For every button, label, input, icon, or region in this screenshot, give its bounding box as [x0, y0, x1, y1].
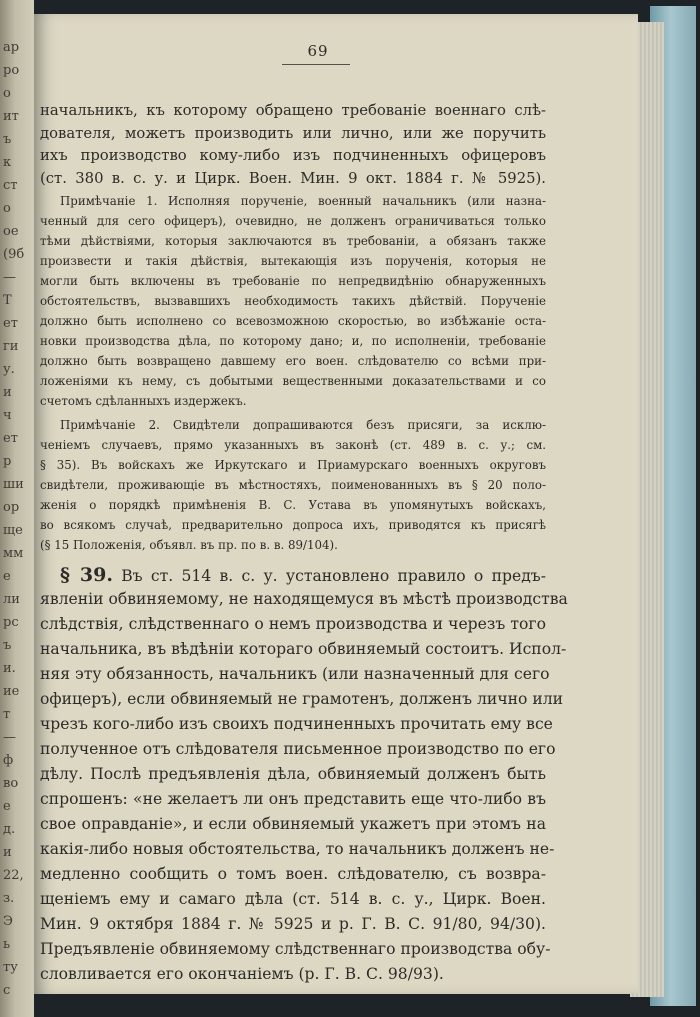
section-39-line: няя эту обязанность, начальникъ (или назначенный для сего — [40, 665, 550, 683]
note2-line: Примѣчаніе 2. Свидѣтели допрашиваются безъ присяги, за исклю- — [60, 418, 546, 432]
left-page-fragment: ще — [3, 523, 23, 538]
left-page-fragment: о — [3, 201, 11, 216]
left-page-fragment: ли — [3, 592, 20, 607]
left-page-fragment: ие — [3, 684, 20, 699]
section-39-line: слѣдствія, слѣдственнаго о немъ производства и черезъ того — [40, 615, 546, 633]
para1-line: ихъ производство кому-либо изъ подчиненныхъ офицеровъ — [40, 147, 546, 164]
note1-line: могли быть включены въ требованіе по непредвидѣнію обнаруженныхъ — [40, 274, 546, 288]
left-page-fragment: Т — [3, 293, 12, 308]
left-page-fragment: во — [3, 776, 19, 791]
left-page-fragment: ор — [3, 500, 20, 515]
left-page-fragment: ст — [3, 178, 18, 193]
note1-line: должно быть возвращено давшему его воен. слѣдователю со всѣми при- — [40, 354, 546, 368]
left-page-fragment: т — [3, 707, 11, 722]
left-page-fragment: р — [3, 454, 12, 469]
page-number-rule — [282, 64, 350, 65]
left-page-fragment: ъ — [3, 132, 12, 147]
para1-line: начальникъ, къ которому обращено требованіе военнаго слѣ- — [40, 102, 546, 119]
left-page-fragment: е — [3, 799, 11, 814]
section-39-line: свое оправданіе», и если обвиняемый укажетъ при этомъ на — [40, 815, 546, 833]
left-page-fragment: — — [3, 270, 16, 285]
left-page-fragment: ч — [3, 408, 12, 423]
left-page-fragment: ое — [3, 224, 19, 239]
left-page-fragment: с — [3, 983, 11, 998]
section-39-line: Предъявленіе обвиняемому слѣдственнаго производства обу- — [40, 940, 551, 958]
left-page-fragment: д. — [3, 822, 16, 837]
para1-line: дователя, можетъ производить или лично, или же поручить — [40, 125, 546, 142]
section-39-line: дѣлу. Послѣ предъявленія дѣла, обвиняемый долженъ быть — [40, 765, 546, 783]
section-39-line: начальника, въ вѣдѣніи котораго обвиняемый состоитъ. Испол- — [40, 640, 567, 658]
section-39-line: медленно сообщить о томъ воен. слѣдователю, съ возвра- — [40, 865, 546, 883]
section-39-line: словливается его окончаніемъ (р. Г. В. С. 98/93). — [40, 965, 444, 983]
left-facing-page — [0, 0, 34, 1017]
note1-line: Примѣчаніе 1. Исполняя порученіе, военный начальникъ (или назна- — [60, 194, 546, 208]
section-39-line: Мин. 9 октября 1884 г. № 5925 и р. Г. В. С. 91/80, 94/30). — [40, 915, 546, 933]
left-page-fragment: мм — [3, 546, 24, 561]
section-39-first-line — [60, 564, 546, 586]
note1-line: должно быть исполнено со всевозможною скоростью, во избѣжаніе оста- — [40, 314, 546, 328]
note1-line: тѣми дѣйствіями, которыя заключаются въ требованіи, а обязанъ также — [40, 234, 546, 248]
section-39-line: чрезъ кого-либо изъ своихъ подчиненныхъ прочитать ему все — [40, 715, 553, 733]
note1-line: ложеніями къ нему, съ добытыми вещественными доказательствами и со — [40, 374, 546, 388]
note1-line: произвести и такія дѣйствія, вытекающія изъ порученія, которыя не — [40, 254, 546, 268]
left-page-fragment: ту — [3, 960, 18, 975]
left-page-fragment: ь — [3, 937, 11, 952]
section-39-line: щеніемъ ему и самаго дѣла (ст. 514 в. с. у., Цирк. Воен. — [40, 890, 546, 908]
section-39-line: спрошенъ: «не желаетъ ли онъ представить еще что-либо въ — [40, 790, 546, 808]
left-page-fragment: ет — [3, 431, 18, 446]
left-page-fragment: е — [3, 569, 11, 584]
note2-line: свидѣтели, проживающіе въ мѣстностяхъ, поименованныхъ въ § 20 поло- — [40, 478, 546, 492]
left-page-fragment: ф — [3, 753, 14, 768]
book-page — [34, 14, 638, 994]
left-page-fragment: рс — [3, 615, 19, 630]
note1-line: ченный для сего офицеръ), очевидно, не долженъ ограничиваться только — [40, 214, 546, 228]
para1-line: (ст. 380 в. с. у. и Цирк. Воен. Мин. 9 окт. 1884 г. № 5925). — [40, 170, 546, 187]
note1-line: новки производства дѣла, по которому дано; и, по исполненіи, требованіе — [40, 334, 546, 348]
left-page-fragment: и — [3, 385, 12, 400]
left-page-fragment: ъ — [3, 638, 12, 653]
left-page-fragment: ро — [3, 63, 20, 78]
left-page-fragment: и — [3, 845, 12, 860]
left-page-fragment: Э — [3, 914, 13, 929]
left-page-fragment: з. — [3, 891, 15, 906]
left-page-fragment: — — [3, 730, 16, 745]
left-page-fragment: и. — [3, 661, 16, 676]
note2-line: ченіемъ случаевъ, прямо указанныхъ въ законѣ (ст. 489 в. с. у.; см. — [40, 438, 546, 452]
left-page-fragment: ит — [3, 109, 19, 124]
left-page-fragment: ет — [3, 316, 18, 331]
note1-line: обстоятельствъ, вызвавшихъ необходимость такихъ дѣйствій. Порученіе — [40, 294, 546, 308]
page-number: 69 — [307, 42, 329, 60]
left-page-fragment: ар — [3, 40, 20, 55]
left-page-fragment: о — [3, 86, 11, 101]
left-page-fragment: к — [3, 155, 12, 170]
section-39-line: офицеръ), если обвиняемый не грамотенъ, долженъ лично или — [40, 690, 564, 708]
section-39-number: § 39. — [60, 564, 113, 586]
section-39-line: какія-либо новыя обстоятельства, то начальникъ долженъ не- — [40, 840, 555, 858]
note2-line: § 35). Въ войскахъ же Иркутскаго и Приамурскаго военныхъ округовъ — [40, 458, 546, 472]
left-page-fragment: (9б — [3, 247, 25, 262]
note1-line: счетомъ сдѣланныхъ издержекъ. — [40, 394, 247, 408]
note2-line: во всякомъ случаѣ, предварительно допроса ихъ, приводятся къ присягѣ — [40, 518, 546, 532]
note2-line: женія о порядкѣ примѣненія В. С. Устава въ упомянутыхъ войскахъ, — [40, 498, 546, 512]
left-page-fragment: 22, — [3, 868, 24, 883]
note2-line: (§ 15 Положенія, объявл. въ пр. по в. в. 89/104). — [40, 538, 338, 552]
left-page-fragment: ги — [3, 339, 19, 354]
left-page-fragment: ши — [3, 477, 24, 492]
section-39-line: полученное отъ слѣдователя письменное производство по его — [40, 740, 556, 758]
section-39-line: явленіи обвиняемому, не находящемуся въ мѣстѣ производства — [40, 590, 568, 608]
left-page-fragment: у. — [3, 362, 15, 377]
section-39-line-text: Въ ст. 514 в. с. у. установлено правило о предъ- — [121, 567, 546, 585]
